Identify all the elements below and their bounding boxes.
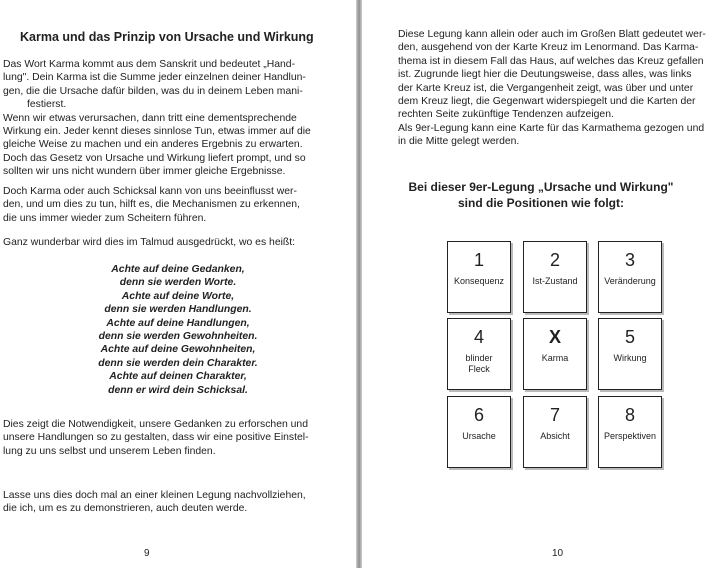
card-label: Ist-Zustand [532,276,578,286]
quote-line: denn er wird dein Schicksal. [108,384,248,396]
quote-line: Achte auf deine Gedanken, [111,264,245,275]
text-line: lung zu uns selbst und unserem Leben finden. [3,445,216,457]
card-position-x [523,318,587,390]
text-line: die ich, um es zu demonstrieren, auch deuten werde. [3,503,248,515]
right-page [362,0,720,568]
quote-line: denn sie werden Worte. [119,277,237,289]
paragraph-legung-intro [398,28,718,149]
paragraph-schicksal [3,185,333,225]
card-number: 4 [473,327,484,347]
card-label: Konsequenz [453,276,505,286]
text-line: unsere Handlungen so zu gestalten, dass wir eine positive Einstel- [3,432,309,444]
card-position-6 [447,396,511,468]
card-label: Absicht [540,431,570,441]
text-line: in die Mitte gelegt werden. [398,136,520,148]
text-line: Dies zeigt die Notwendigkeit, unsere Gedanken zu erforschen und [3,419,308,430]
card-number: 5 [624,327,635,347]
card-position-1 [447,241,511,313]
text-line: Wirkung ein. Jeder kennt dieses sinnlose Tun, etwas immer auf die [3,126,311,138]
talmud-quote [60,263,296,397]
text-line: den, und um dies zu tun, hilft es, die Mechanismen zu erkennen, [3,199,300,211]
left-page [0,0,356,568]
text-line: Doch das Gesetz von Ursache und Wirkung liefert prompt, und so [3,152,306,164]
card-number: 3 [624,250,635,270]
card-number: 1 [473,250,484,270]
card-number: 6 [473,405,484,425]
text-line: Als 9er-Legung kann eine Karte für das Karmathema gezogen und [398,122,705,134]
text-line: Das Wort Karma kommt aus dem Sanskrit und bedeutet „Hand- [3,59,296,70]
card-position-8 [598,396,662,468]
paragraph-conclusion [3,418,333,458]
card-label: Veränderung [604,276,656,286]
quote-line: denn sie werden dein Charakter. [98,357,258,369]
heading-line: sind die Positionen wie folgt: [457,196,624,210]
text-line: Diese Legung kann allein oder auch im Großen Blatt gedeutet wer- [398,29,706,40]
card-position-5 [598,318,662,390]
text-line: rechten Seite zukünftige Tendenzen aufzeigen. [398,109,614,121]
card-position-7 [523,396,587,468]
text-line: sollten wir uns nicht wundern über immer gleiche Ergebnisse. [3,166,286,178]
text-line: festierst. [27,99,67,111]
text-line: gen, die die Ursache dafür bilden, was du in deinem Leben mani- [3,85,303,97]
text-line: der Karte Kreuz ist, die Vergangenheit zeigt, was über und unter [398,82,694,94]
paragraph-karma-intro [3,58,333,179]
card-position-4 [447,318,511,390]
card-label: Wirkung [613,353,647,363]
text-line: die uns immer wieder zum Scheitern führen. [3,212,207,224]
card-label: blinder Fleck [465,353,493,374]
card-label: Karma [541,353,569,363]
card-number: 8 [624,405,635,425]
quote-line: Achte auf deinen Charakter, [109,371,247,383]
paragraph-legung [3,489,333,516]
heading-line: Bei dieser 9er-Legung „Ursache und Wirkung" [408,180,674,194]
page-number: 9 [144,548,150,559]
card-label: Perspektiven [603,431,657,441]
paragraph-talmud: Ganz wunderbar wird dies im Talmud ausgedrückt, wo es heißt: [3,237,296,248]
text-line: Doch Karma oder auch Schicksal kann von uns beeinflusst wer- [3,186,297,197]
card-number: 2 [549,250,560,270]
text-line: Wenn wir etwas verursachen, dann tritt eine dementsprechende [3,112,297,124]
text-line: gleiche Weise zu machen und ein anderes Ergebnis zu erwarten. [3,139,303,151]
card-number: X [548,327,561,347]
chapter-title: Karma und das Prinzip von Ursache und Wirkung [20,30,314,44]
quote-line: Achte auf deine Worte, [121,290,235,302]
card-position-2 [523,241,587,313]
quote-line: denn sie werden Handlungen. [104,304,252,316]
card-position-3 [598,241,662,313]
text-line: dem Kreuz liegt, die Gegenwart widerspiegelt und die Karten der [398,96,696,108]
quote-line: Achte auf deine Gewohnheiten, [100,344,256,356]
text-line: thema ist in diesem Fall das Haus, auf welches das Kreuz gefallen [398,55,704,67]
spread-heading [362,179,720,211]
quote-line: denn sie werden Gewohnheiten. [98,331,258,343]
card-number: 7 [549,405,560,425]
text-line: ist. Zugrunde liegt hier die Deutungsweise, dass alles, was links [398,69,692,81]
text-line: Lasse uns dies doch mal an einer kleinen Legung nachvollziehen, [3,490,306,501]
quote-line: Achte auf deine Handlungen, [106,317,250,329]
page-number: 10 [552,548,564,559]
text-line: lung". Dein Karma ist die Summe jeder einzelnen deiner Handlun- [3,72,306,84]
text-line: den, ausgehend von der Karte Kreuz im Lenormand. Das Karma- [398,42,699,54]
card-label: Ursache [462,431,496,441]
